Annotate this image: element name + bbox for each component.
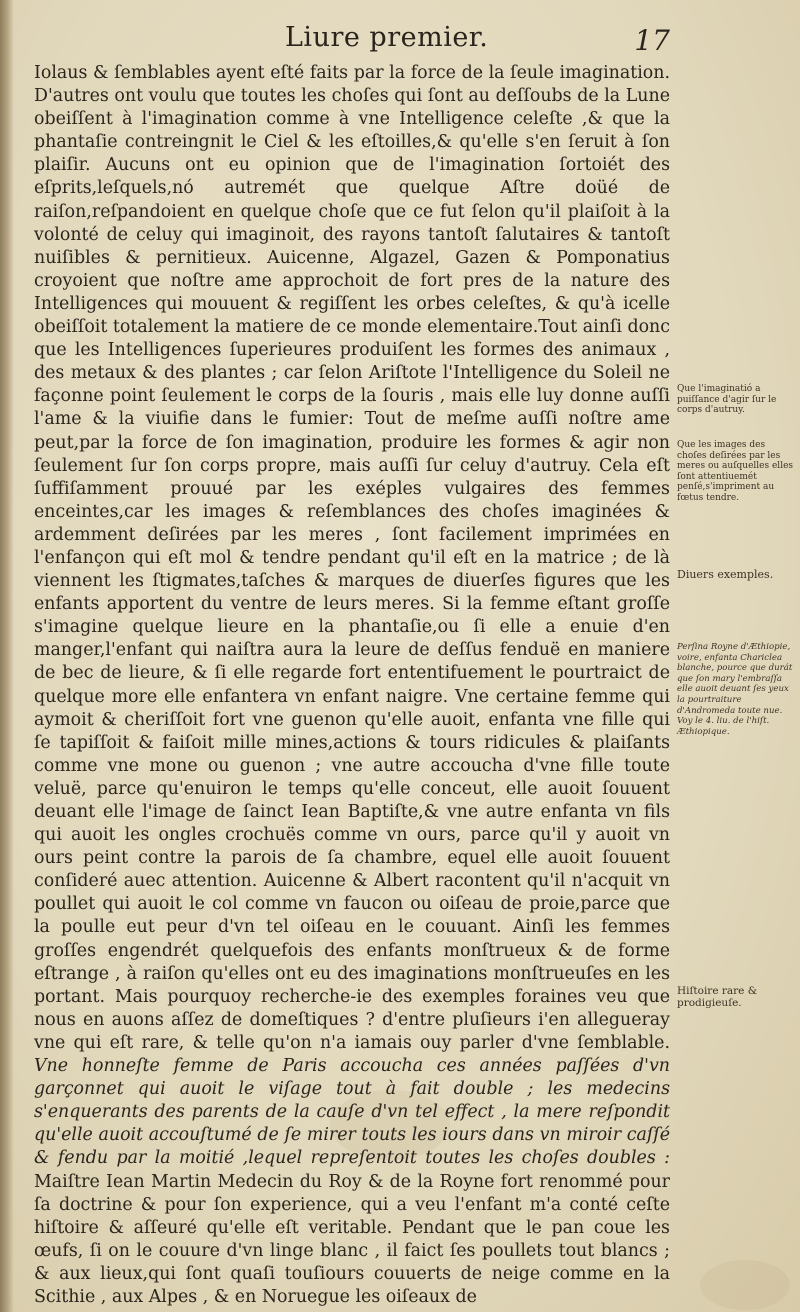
paragraph [34,62,670,1309]
paragraph-text-continued: Maiſtre Iean Martin Medecin du Roy & de la Royne fort renommé pour ſa doctrine & pour ſon experience, qui a veu l'enfant m'a conté ceſte hiſtoire & aſſeuré qu'elle eſt veritable. Pendant que le pan coue les œufs, ſi on le couure d'vn linge blanc , il faict ſes poullets tout blancs ; & aux lieux,qui ſont quaſi touſiours couuerts de neige comme en la Scithie , aux Alpes , & en Noruegue les oiſeaux de [34,1171,670,1307]
margin-note-examples: Diuers exemples. [677,568,774,581]
page-number: 17 [634,24,670,57]
running-title: Liure premier. [285,22,489,53]
italic-passage: Vne honneſte femme de Paris accoucha ces années paſſées d'vn garçonnet qui auoit le viſage tout à fait double ; les medecins s'enquerants des parents de la cauſe d'vn tel effect , la mere reſpondit qu'elle auoit accouſtumé de ſe mirer touts les iours dans vn miroir caſſé & fendu par la moitié ,lequel repreſentoit toutes les choſes doubles : [34,1056,670,1169]
main-text [34,62,670,1309]
margin-note-mothers-desires: Que les images des choſes deſirées par les meres ou auſquelles elles ſont attentiuemét penſé,s'impriment au fœtus tendre. [677,440,794,503]
page-gutter-shadow [0,0,14,1312]
page-header [30,22,670,64]
paragraph-text: Iolaus & ſemblables ayent eſté faits par la force de la ſeule imagination. D'autres ont voulu que toutes les choſes qui ſont au deſſoubs de la Lune obeiſſent à l'imagination comme à vne Intelligence celeſte ,& que la phantaſie contreingnit le Ciel & les eſtoilles,& qu'elle s'en ſeruit à ſon plaiſir. Aucuns ont eu opinion que de l'imagination ſortoiét des eſprits,leſquels,nó autremét que quelque Aſtre doüé de raiſon,reſpandoient en quelque choſe que ce fut ſelon qu'il plaiſoit à la volonté de celuy qui imaginoit, des rayons tantoſt ſalutaires & tantoſt nuiſibles & pernitieux. Auicenne, Algazel, Gazen & Pomponatius croyoient que noſtre ame approchoit de fort pres de la nature des Intelligences qui mouuent & regiſſent les orbes celeſtes, & qu'à icelle obeiſſoit totalement la matiere de ce monde elementaire.Tout ainſi donc que les Intelligences ſuperieures produiſent les formes des animaux , des metaux & des plantes ; car ſelon Ariſtote l'Intelligence du Soleil ne façonne point ſeulement le corps de la ſouris , mais elle luy donne auſſi l'ame & la viuifie dans le fumier: Tout de meſme auſſi noſtre ame peut,par la force de ſon imagination, produire les formes & agir non ſeulement ſur ſon corps propre, mais auſſi ſur celuy d'autruy. Cela eſt ſuffiſamment prouué par les exéples vulgaires des femmes enceintes,car les images & reſemblances des choſes imaginées & ardemment deſirées par les meres , ſont facilement imprimées en l'enfançon qui eſt mol & tendre pendant qu'il eſt en la matrice ; de là viennent les ſtigmates,taſches & marques de diuerſes figures que les enfants apportent du ventre de leurs meres. Si la femme eſtant groſſe s'imagine quelque lieure en la phantaſie,ou ſi elle a enuie d'en manger,l'enfant qui naiſtra aura la leure de deſſus fenduë en maniere de bec de lieure, & ſi elle regarde fort ententifuement le pourtraict de quelque more elle enfantera vn enfant naigre. Vne certaine femme qui aymoit & cheriſſoit fort vne guenon qu'elle auoit, enfanta vne fille qui ſe tapiſſoit & faiſoit mille mines,actions & tours ridicules & plaiſants comme vne mone ou guenon ; vne autre accoucha d'vne fille toute veluë, parce qu'enuiron le temps qu'elle conceut, elle auoit ſouuent deuant elle l'image de ſainct Iean Baptiſte,& vne autre enfanta vn fils qui auoit les ongles crochuës comme vn ours, parce qu'il y auoit vn ours peint contre la parois de ſa chambre, equel elle auoit ſouuent conſideré auec attention. Auicenne & Albert racontent qu'il n'acquit vn poullet qui auoit le col comme vn faucon ou oiſeau de proie,parce que la poulle eut peur d'vn tel oiſeau en le couuant. Ainſi les femmes groſſes engendrét quelquefois des enfants monſtrueux & de forme eſtrange , à raiſon qu'elles ont eu des imaginations monſtrueuſes en les portant. Mais pourquoy recherche-ie des exemples foraines veu que nous en auons aſſez de domeſtiques ? d'entre pluſieurs i'en allegueray vne qui eſt rare, & telle qu'on n'a iamais ouy parler d'vne ſemblable. [34,63,670,1053]
paper-stain [700,1260,790,1310]
margin-note-rare-story: Hiſtoire rare & prodigieuſe. [677,985,758,1009]
margin-note-persina: Perſina Royne d'Æthiopie, voire, enfanta Chariclea blanche, pource que durát que ſon mary l'embraſſa elle auoit deuant ſes yeux la pourtraiture d'Andromeda toute nue. Voy le 4. liu. de l'hiſt. Æthiopique. [677,642,793,737]
margin-note-imagination: Que l'imaginatió a puiſſance d'agir ſur le corps d'autruy. [677,384,777,416]
